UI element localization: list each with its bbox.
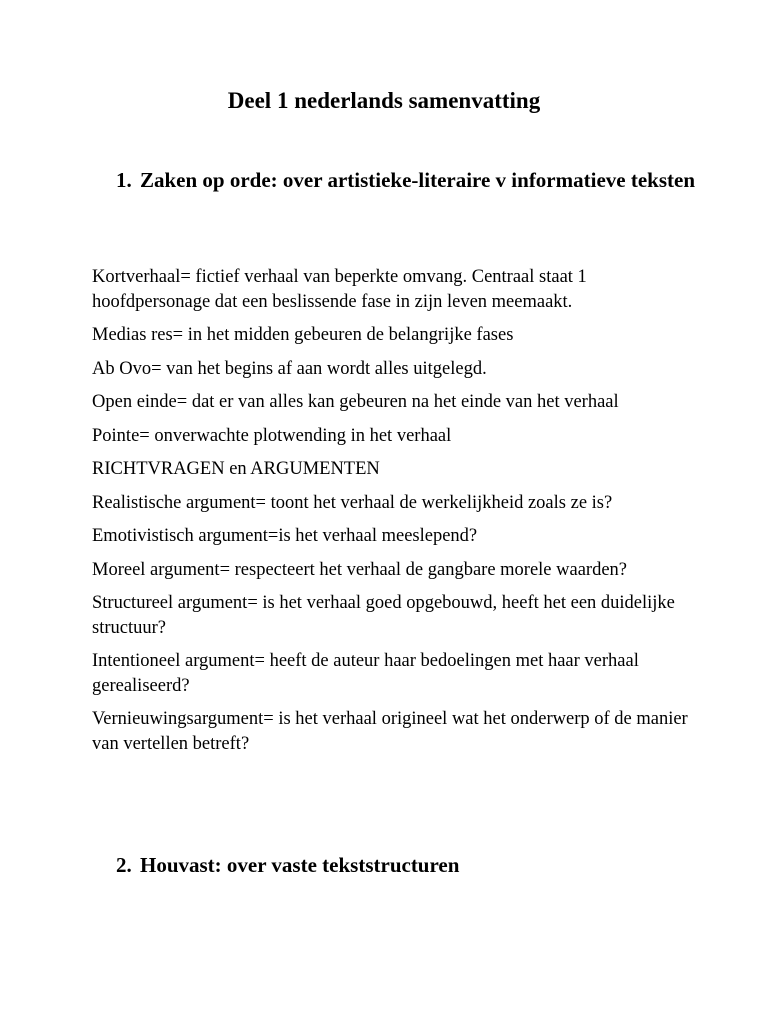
paragraph-realistisch: Realistische argument= toont het verhaal de werkelijkheid zoals ze is? [92,492,613,513]
section-number: 2. [116,853,132,877]
section-heading-2 [116,851,696,879]
paragraph-richtvragen: RICHTVRAGEN en ARGUMENTEN [92,459,380,479]
section-heading-text: Houvast: over vaste tekststructuren [140,853,460,877]
paragraph-open-einde: Open einde= dat er van alles kan gebeuren na het einde van het verhaal [92,392,619,412]
paragraph-moreel: Moreel argument= respecteert het verhaal de gangbare morele waarden? [92,559,628,580]
paragraph-medias-res: Medias res= in het midden gebeuren de belangrijke fases [92,325,514,345]
paragraph-vernieuwing: Vernieuwingsargument= is het verhaal origineel wat het onderwerp of de manier van vertellen betreft? [92,709,688,754]
paragraph-emotivistisch: Emotivistisch argument=is het verhaal meeslepend? [92,526,478,546]
section-number: 1. [116,168,132,192]
section-heading-1 [116,166,696,194]
paragraph-pointe: Pointe= onverwachte plotwending in het verhaal [92,425,452,446]
paragraph-intentioneel: Intentioneel argument= heeft de auteur haar bedoelingen met haar verhaal gerealiseerd? [92,651,639,696]
body-text [92,265,692,765]
paragraph-kortverhaal: Kortverhaal= fictief verhaal van beperkte omvang. Centraal staat 1 hoofdpersonage dat een beslissende fase in zijn leven meemaakt. [92,267,587,312]
paragraph-structureel: Structureel argument= is het verhaal goed opgebouwd, heeft het een duidelijke structuur? [92,593,675,638]
document-title: Deel 1 nederlands samenvatting [227,88,541,113]
section-heading-text: Zaken op orde: over artistieke-literaire v informatieve teksten [140,168,696,192]
paragraph-ab-ovo: Ab Ovo= van het begins af aan wordt alles uitgelegd. [92,358,487,379]
